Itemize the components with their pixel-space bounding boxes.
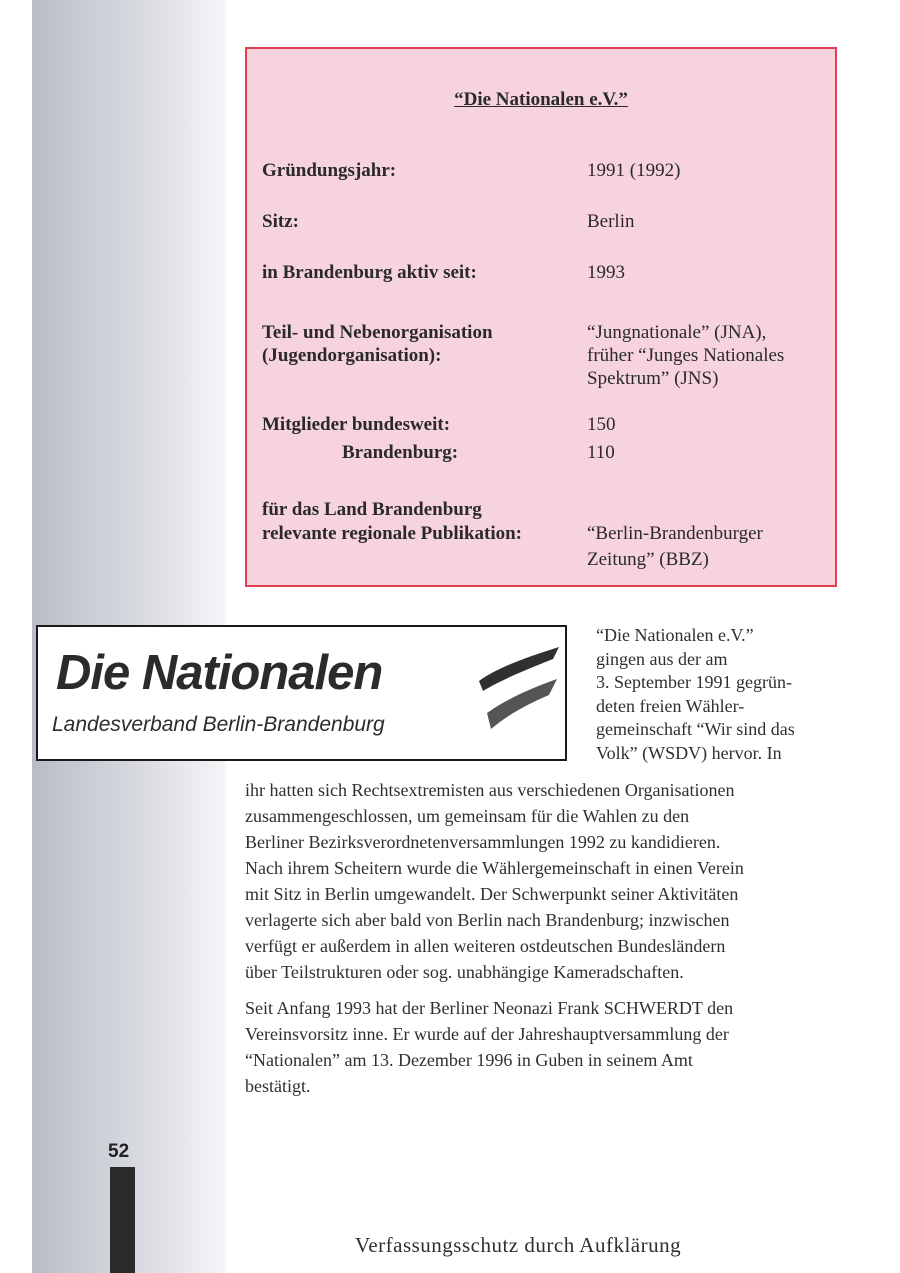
logo-subtitle: Landesverband Berlin-Brandenburg bbox=[52, 713, 385, 736]
seat-value: Berlin bbox=[587, 211, 635, 232]
suborg-value-line3: Spektrum” (JNS) bbox=[587, 368, 719, 389]
publication-value-line1: “Berlin-Brandenburger bbox=[587, 523, 763, 544]
text-line: gemeinschaft “Wir sind das bbox=[596, 719, 795, 739]
text-line: deten freien Wähler- bbox=[596, 695, 745, 716]
text-line: Vereinsvorsitz inne. Er wurde auf der Jahreshauptversammlung der bbox=[245, 1024, 729, 1044]
publication-label-line1: für das Land Brandenburg bbox=[262, 499, 482, 520]
text-line: verfügt er außerdem in allen weiteren ostdeutschen Bundesländern bbox=[245, 936, 726, 956]
text-line: verlagerte sich aber bald von Berlin nach Brandenburg; inzwischen bbox=[245, 910, 730, 930]
text-line: Seit Anfang 1993 hat der Berliner Neonazi Frank SCHWERDT den bbox=[245, 998, 734, 1018]
founded-label: Gründungsjahr: bbox=[262, 160, 397, 181]
organization-logo bbox=[36, 625, 567, 761]
info-box-title: “Die Nationalen e.V.” bbox=[454, 89, 628, 110]
text-line: gingen aus der am bbox=[596, 648, 728, 669]
logo-stripes-icon bbox=[473, 639, 563, 739]
suborg-label-line2: (Jugendorganisation): bbox=[262, 345, 442, 366]
text-line: ihr hatten sich Rechtsextremisten aus verschiedenen Organisationen bbox=[245, 780, 735, 800]
text-line: “Nationalen” am 13. Dezember 1996 in Guben in seinem Amt bbox=[245, 1050, 693, 1070]
members-label: Mitglieder bundesweit: bbox=[262, 414, 451, 435]
active-since-label: in Brandenburg aktiv seit: bbox=[262, 262, 477, 283]
intro-text-column bbox=[596, 624, 846, 765]
page-number-bar bbox=[110, 1167, 135, 1273]
seat-label: Sitz: bbox=[262, 211, 299, 232]
founded-value: 1991 (1992) bbox=[587, 160, 681, 181]
text-line: Nach ihrem Scheitern wurde die Wählergemeinschaft in einen Verein bbox=[245, 858, 744, 878]
paragraph-1 bbox=[245, 777, 845, 985]
members-brandenburg-label: Brandenburg: bbox=[342, 442, 459, 463]
logo-title: Die Nationalen bbox=[56, 646, 383, 700]
publication-value-line2: Zeitung” (BBZ) bbox=[587, 549, 709, 570]
suborg-value-line1: “Jungnationale” (JNA), bbox=[587, 322, 767, 343]
members-brandenburg-value: 110 bbox=[587, 442, 615, 463]
page-number: 52 bbox=[108, 1141, 130, 1162]
info-box bbox=[245, 47, 837, 587]
page-margin bbox=[0, 0, 32, 1273]
publication-label-line2: relevante regionale Publikation: bbox=[262, 523, 523, 544]
text-line: 3. September 1991 gegrün- bbox=[596, 672, 792, 692]
text-line: Berliner Bezirksverordnetenversammlungen 1992 zu kandidieren. bbox=[245, 832, 721, 852]
text-line: über Teilstrukturen oder sog. unabhängige Kameradschaften. bbox=[245, 962, 684, 982]
text-line: bestätigt. bbox=[245, 1076, 311, 1096]
footer-text: Verfassungsschutz durch Aufklärung bbox=[355, 1233, 682, 1257]
members-value: 150 bbox=[587, 414, 616, 435]
text-line: Volk” (WSDV) hervor. In bbox=[596, 742, 782, 763]
text-line: “Die Nationalen e.V.” bbox=[596, 625, 754, 645]
text-line: zusammengeschlossen, um gemeinsam für die Wahlen zu den bbox=[245, 806, 690, 826]
paragraph-2 bbox=[245, 995, 845, 1099]
suborg-label-line1: Teil- und Nebenorganisation bbox=[262, 322, 493, 343]
active-since-value: 1993 bbox=[587, 262, 625, 283]
suborg-value-line2: früher “Junges Nationales bbox=[587, 345, 785, 366]
text-line: mit Sitz in Berlin umgewandelt. Der Schwerpunkt seiner Aktivitäten bbox=[245, 884, 739, 904]
